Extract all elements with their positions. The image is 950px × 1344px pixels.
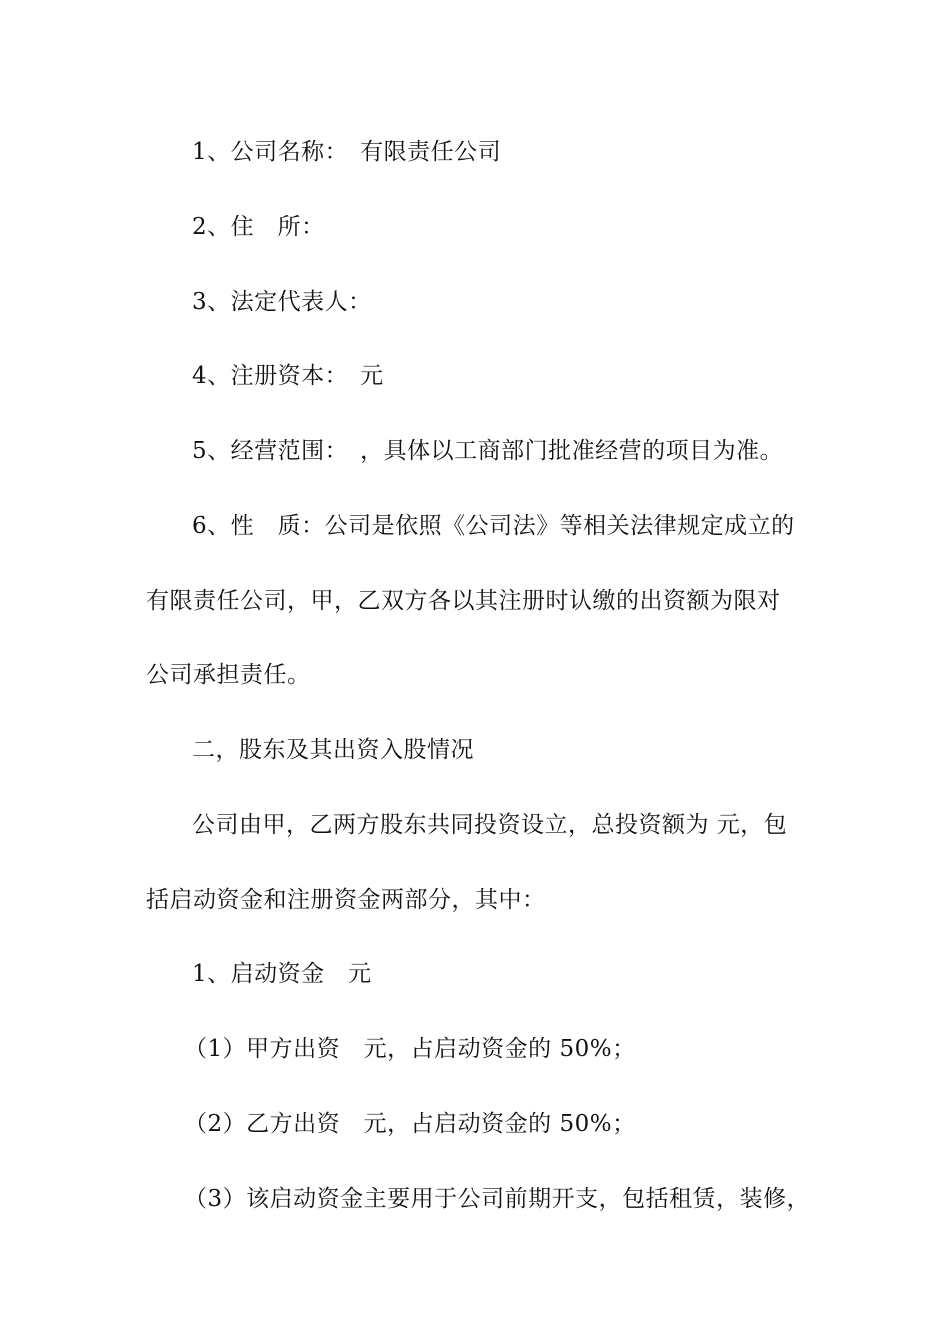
item-business-scope: 5、经营范围： ，具体以工商部门批准经营的项目为准。	[192, 438, 784, 464]
paragraph-investment-line-2: 括启动资金和注册资金两部分，其中：	[146, 887, 546, 913]
paragraph-investment-line-1: 公司由甲，乙两方股东共同投资设立，总投资额为 元，包	[192, 812, 788, 838]
item-address: 2、住 所：	[192, 214, 325, 240]
item-company-name: 1、公司名称： 有限责任公司	[192, 139, 502, 165]
item-legal-representative: 3、法定代表人：	[192, 289, 372, 315]
section-heading-shareholders: 二，股东及其出资入股情况	[192, 737, 474, 763]
item-nature-line-1: 6、性 质：公司是依照《公司法》等相关法律规定成立的	[192, 513, 795, 539]
item-registered-capital: 4、注册资本： 元	[192, 363, 384, 389]
item-startup-capital: 1、启动资金 元	[192, 961, 372, 987]
item-nature-line-3: 公司承担责任。	[146, 662, 311, 688]
subitem-capital-usage: （3）该启动资金主要用于公司前期开支，包括租赁，装修，	[184, 1186, 811, 1212]
item-nature-line-2: 有限责任公司，甲，乙双方各以其注册时认缴的出资额为限对	[146, 588, 781, 614]
subitem-party-a-contribution: （1）甲方出资 元，占启动资金的 50%；	[184, 1036, 636, 1062]
subitem-party-b-contribution: （2）乙方出资 元，占启动资金的 50%；	[184, 1111, 636, 1137]
